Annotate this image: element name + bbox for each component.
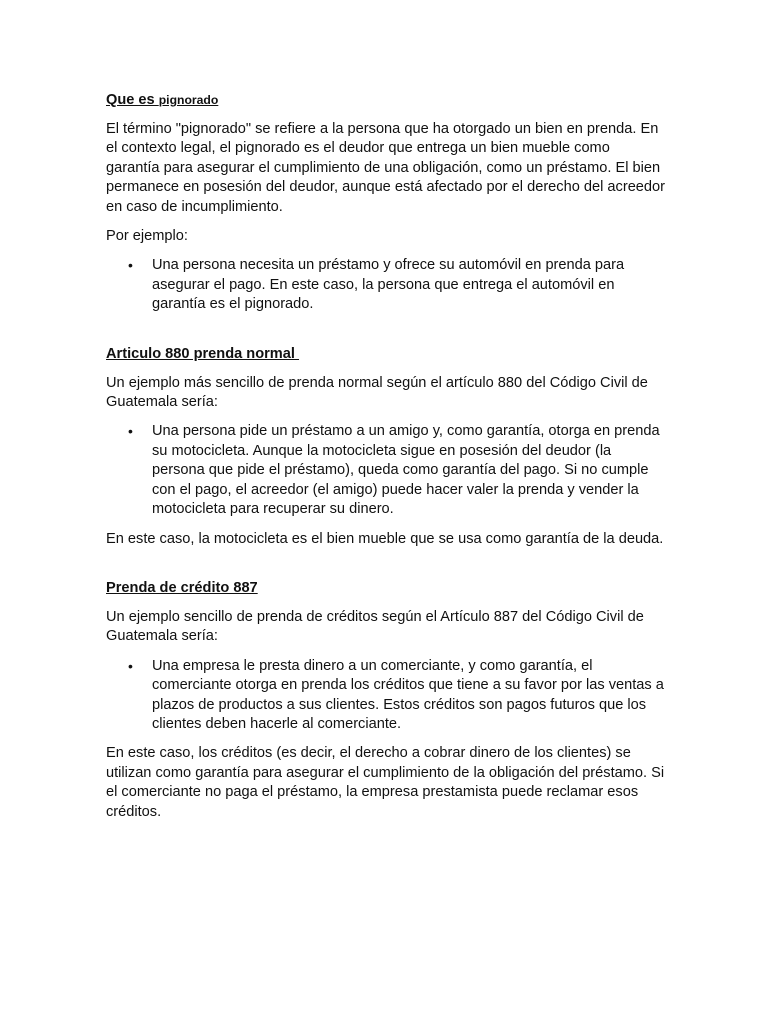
heading-small-text: pignorado [158, 93, 219, 107]
paragraph: Un ejemplo más sencillo de prenda normal según el artículo 880 del Código Civil de Guatemala sería: [106, 374, 648, 411]
bullet-list [106, 422, 666, 519]
list-item-text: Una persona pide un préstamo a un amigo y, como garantía, otorga en prenda su motocicleta. Aunque la motocicleta sigue en posesión del deudor (la persona que pide el préstamo), queda como garantía del pago. Si no cumple con el pago, el acreedor (el amigo) puede hacer valer la prenda y vender la motocicleta para recuperar su dinero. [152, 423, 660, 518]
bullet-icon: • [128, 657, 133, 674]
section-heading [106, 344, 666, 364]
section-prenda-credito-887 [106, 578, 666, 822]
section-articulo-880 [106, 344, 666, 549]
paragraph: En este caso, los créditos (es decir, el derecho a cobrar dinero de los clientes) se utilizan como garantía para asegurar el cumplimiento de la obligación del préstamo. Si el comerciante no paga el préstamo, la empresa prestamista puede reclamar esos créditos. [106, 745, 665, 820]
paragraph: Un ejemplo sencillo de prenda de créditos según el Artículo 887 del Código Civil de Guatemala sería: [106, 608, 644, 645]
heading-main-text: Que es [106, 92, 159, 108]
bullet-icon: • [128, 257, 133, 274]
section-pignorado [106, 90, 666, 315]
bullet-list [106, 256, 666, 314]
bullet-list [106, 657, 666, 735]
section-heading [106, 90, 666, 110]
paragraph: En este caso, la motocicleta es el bien mueble que se usa como garantía de la deuda. [106, 530, 664, 547]
paragraph: El término "pignorado" se refiere a la persona que ha otorgado un bien en prenda. En el contexto legal, el pignorado es el deudor que entrega un bien mueble como garantía para asegurar el cumplimiento de una obligación, como un préstamo. El bien permanece en posesión del deudor, aunque está afectado por el derecho del acreedor en caso de incumplimiento. [106, 121, 666, 215]
section-spacer [106, 325, 666, 344]
list-item [106, 256, 666, 314]
bullet-icon: • [128, 423, 133, 440]
section-heading [106, 578, 666, 598]
list-item [106, 422, 666, 519]
heading-main-text: Articulo 880 prenda normal [106, 345, 300, 362]
document-page [106, 90, 666, 832]
list-item-text: Una persona necesita un préstamo y ofrece su automóvil en prenda para asegurar el pago. En este caso, la persona que entrega el automóvil en garantía es el pignorado. [152, 257, 625, 313]
paragraph: Por ejemplo: [106, 228, 188, 245]
section-spacer [106, 559, 666, 578]
list-item-text: Una empresa le presta dinero a un comerciante, y como garantía, el comerciante otorga en prenda los créditos que tiene a su favor por las ventas a plazos de productos a sus clientes. Estos créditos son pagos futuros que los clientes deben hacerle al comerciante. [152, 657, 664, 732]
list-item [106, 657, 666, 735]
heading-main-text: Prenda de crédito 887 [106, 579, 258, 596]
